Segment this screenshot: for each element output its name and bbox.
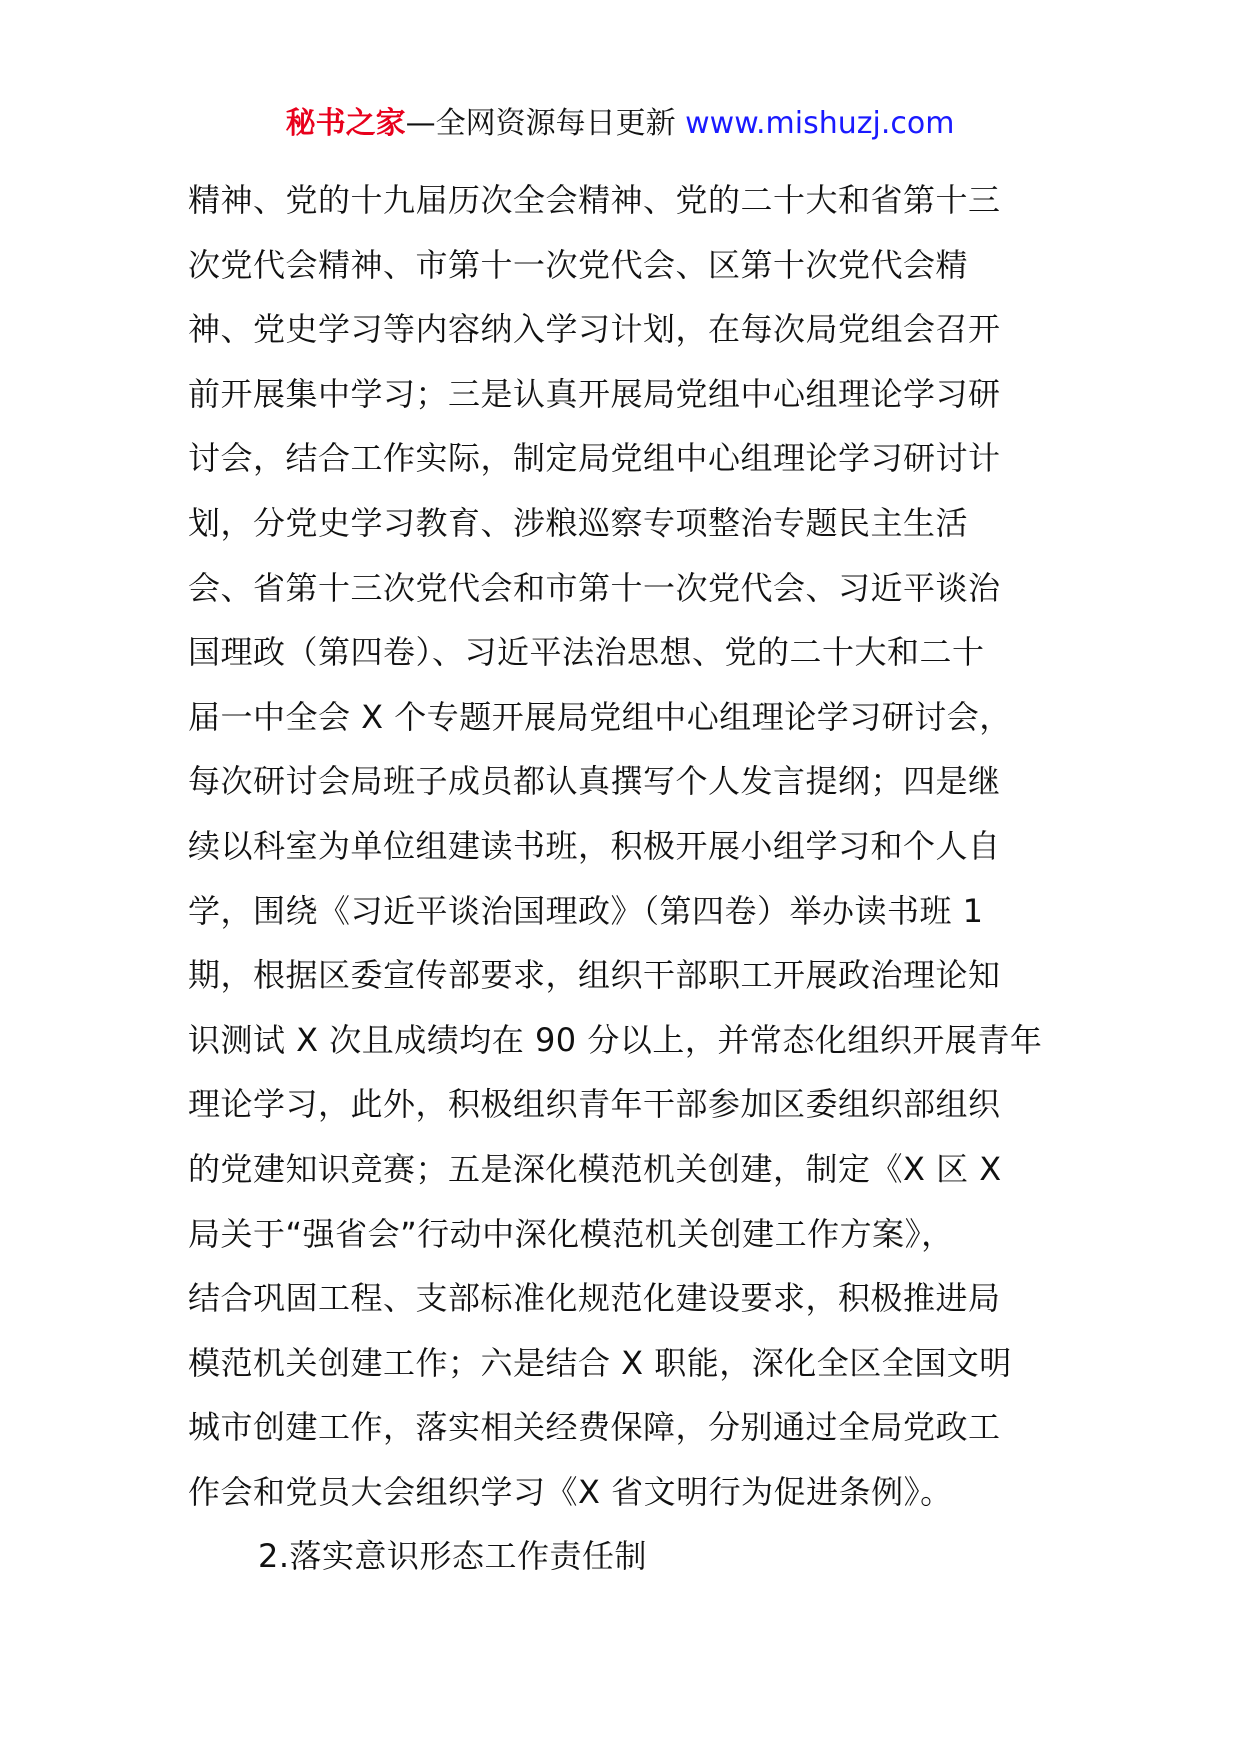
paragraph-line: 的党建知识竞赛；五是深化模范机关创建，制定《X 区 X <box>188 1149 1002 1188</box>
site-url-link[interactable]: www.mishuzj.com <box>685 106 955 141</box>
paragraph-line: 模范机关创建工作；六是结合 X 职能，深化全区全国文明 <box>188 1343 1012 1382</box>
brand-name: 秘书之家 <box>285 106 406 141</box>
paragraph-line: 学，围绕《习近平谈治国理政》（第四卷）举办读书班 1 <box>188 891 984 930</box>
paragraph-line: 局关于“强省会”行动中深化模范机关创建工作方案》， <box>188 1214 954 1253</box>
paragraph-line: 每次研讨会局班子成员都认真撰写个人发言提纲；四是继 <box>188 762 1001 801</box>
document-body <box>188 168 1068 1589</box>
paragraph-line: 续以科室为单位组建读书班，积极开展小组学习和个人自 <box>188 826 1001 865</box>
paragraph-line: 期，根据区委宣传部要求，组织干部职工开展政治理论知 <box>188 956 1001 995</box>
header-tagline: —全网资源每日更新 <box>405 106 676 141</box>
section-heading: 2.落实意识形态工作责任制 <box>258 1537 648 1576</box>
paragraph-line: 识测试 X 次且成绩均在 90 分以上，并常态化组织开展青年 <box>188 1020 1043 1059</box>
site-header <box>0 102 1240 146</box>
paragraph-line: 精神、党的十九届历次全会精神、党的二十大和省第十三 <box>188 181 1001 219</box>
paragraph-line: 讨会，结合工作实际，制定局党组中心组理论学习研讨计 <box>188 439 1001 478</box>
paragraph-line: 城市创建工作，落实相关经费保障，分别通过全局党政工 <box>188 1408 1001 1447</box>
paragraph-line: 划，分党史学习教育、涉粮巡察专项整治专题民主生活 <box>188 503 969 542</box>
paragraph-line: 届一中全会 X 个专题开展局党组中心组理论学习研讨会， <box>188 697 1012 736</box>
paragraph-line: 次党代会精神、市第十一次党代会、区第十次党代会精 <box>188 245 969 284</box>
paragraph-line: 作会和党员大会组织学习《X 省文明行为促进条例》。 <box>188 1472 953 1511</box>
paragraph-line: 理论学习，此外，积极组织青年干部参加区委组织部组织 <box>188 1085 1001 1124</box>
paragraph-line: 结合巩固工程、支部标准化规范化建设要求，积极推进局 <box>188 1279 1001 1318</box>
paragraph-line: 国理政（第四卷）、习近平法治思想、党的二十大和二十 <box>188 633 985 672</box>
paragraph-line: 前开展集中学习；三是认真开展局党组中心组理论学习研 <box>188 374 1001 413</box>
paragraph-line: 神、党史学习等内容纳入学习计划，在每次局党组会召开 <box>188 310 1001 349</box>
paragraph-line: 会、省第十三次党代会和市第十一次党代会、习近平谈治 <box>188 568 1001 607</box>
